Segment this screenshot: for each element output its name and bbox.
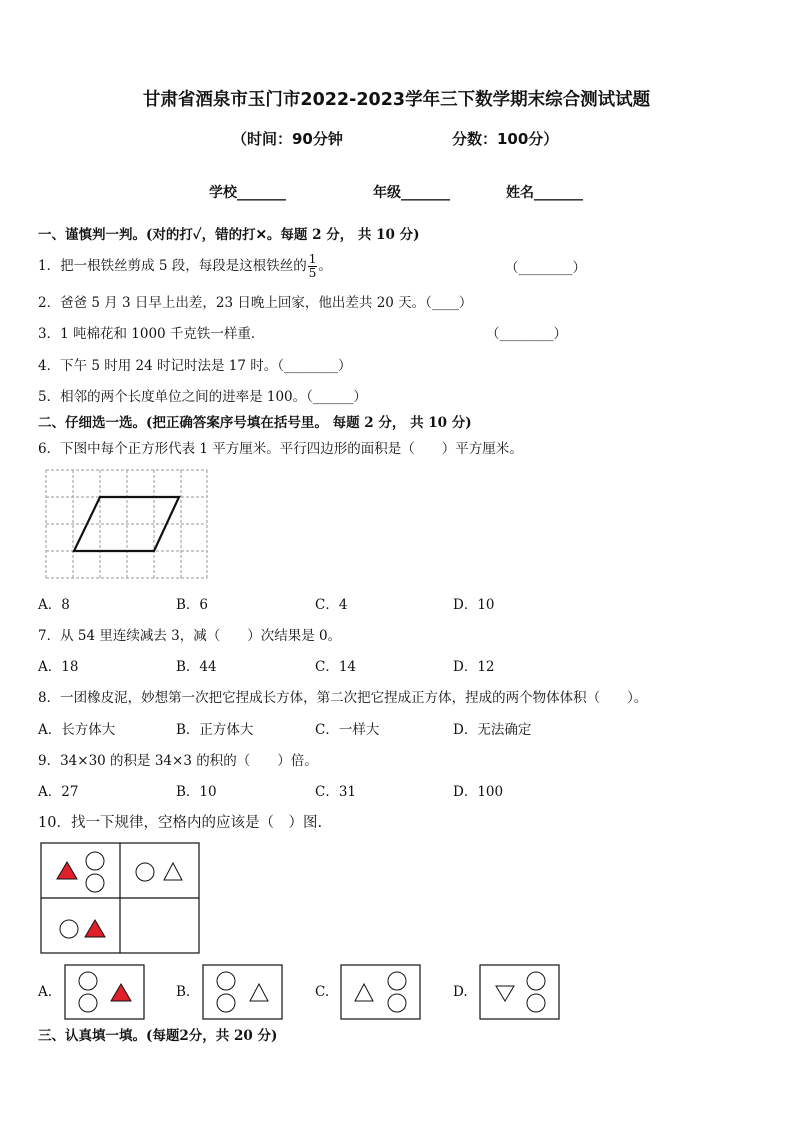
q10-option-b-label[interactable]: B. — [176, 984, 191, 1000]
pattern-grid-figure — [40, 842, 201, 954]
circle-icon — [217, 972, 235, 990]
q10-option-d-label[interactable]: D. — [453, 984, 468, 1000]
question-8: 8．一团橡皮泥，妙想第一次把它捏成长方体，第二次把它捏成正方体，捏成的两个物体体积（ ）。 — [38, 690, 648, 706]
section2-heading: 二、仔细选一选。(把正确答案序号填在括号里。 每题 2 分， 共 10 分) — [38, 415, 472, 431]
exam-time: （时间：90分钟 — [232, 130, 343, 148]
circle-icon — [136, 863, 154, 881]
q7-option-b[interactable]: B．44 — [176, 659, 217, 675]
school-field[interactable]: 学校_______ — [209, 185, 286, 201]
q9-option-c[interactable]: C．31 — [315, 784, 357, 800]
grade-field[interactable]: 年级_______ — [373, 185, 450, 201]
circle-icon — [79, 994, 97, 1012]
section1-heading: 一、谨慎判一判。(对的打✓，错的打✕。每题 2 分， 共 10 分) — [38, 227, 420, 243]
circle-icon — [527, 994, 545, 1012]
red-triangle-icon — [85, 920, 105, 937]
fraction-one-fifth — [308, 253, 318, 280]
q10-option-b-figure[interactable] — [202, 964, 284, 1021]
circle-icon — [388, 994, 406, 1012]
q10-option-c-figure[interactable] — [340, 964, 422, 1021]
triangle-icon — [355, 984, 373, 1001]
fraction-denominator: 5 — [308, 266, 317, 280]
circle-icon — [86, 852, 104, 870]
q9-option-a[interactable]: A．27 — [38, 784, 79, 800]
grid-lines — [46, 470, 207, 578]
question-9: 9．34×30 的积是 34×3 的积的（ ）倍。 — [38, 753, 318, 769]
triangle-icon — [250, 984, 268, 1001]
circle-icon — [86, 874, 104, 892]
q8-option-c[interactable]: C．一样大 — [315, 722, 380, 738]
q8-option-d[interactable]: D．无法确定 — [453, 722, 532, 738]
q9-option-b[interactable]: B．10 — [176, 784, 217, 800]
q8-option-a[interactable]: A．长方体大 — [38, 722, 116, 738]
q6-option-a[interactable]: A．8 — [38, 597, 70, 613]
q7-option-a[interactable]: A．18 — [38, 659, 79, 675]
question-2: 2．爸爸 5 月 3 日早上出差，23 日晚上回家，他出差共 20 天。（____） — [38, 295, 473, 311]
inverted-triangle-icon — [496, 986, 514, 1001]
q8-option-b[interactable]: B．正方体大 — [176, 722, 254, 738]
q7-option-c[interactable]: C．14 — [315, 659, 357, 675]
question-3: 3．1 吨棉花和 1000 千克铁一样重． — [38, 326, 265, 342]
q6-option-c[interactable]: C．4 — [315, 597, 348, 613]
question-4: 4．下午 5 时用 24 时记时法是 17 时。（________） — [38, 358, 352, 374]
q6-option-d[interactable]: D．10 — [453, 597, 495, 613]
question-7: 7．从 54 里连续减去 3，减（ ）次结果是 0。 — [38, 628, 342, 644]
q10-option-c-label[interactable]: C. — [315, 984, 330, 1000]
q6-option-b[interactable]: B．6 — [176, 597, 209, 613]
fraction-numerator: 1 — [308, 252, 317, 266]
circle-icon — [217, 994, 235, 1012]
q7-option-d[interactable]: D．12 — [453, 659, 495, 675]
exam-score: 分数：100分） — [452, 130, 559, 148]
q10-option-a-figure[interactable] — [64, 964, 146, 1021]
page-title: 甘肃省酒泉市玉门市2022-2023学年三下数学期末综合测试试题 — [142, 90, 651, 110]
question-5: 5．相邻的两个长度单位之间的进率是 100。（______） — [38, 389, 367, 405]
circle-icon — [79, 972, 97, 990]
parallelogram-grid-figure — [44, 468, 210, 580]
triangle-icon — [164, 863, 182, 880]
q9-option-d[interactable]: D．100 — [453, 784, 504, 800]
section3-heading: 三、认真填一填。(每题2分，共 20 分) — [38, 1028, 278, 1044]
question-1-text: 1．把一根铁丝剪成 5 段，每段是这根铁丝的 — [38, 258, 307, 274]
question-1-tail: 。 — [318, 258, 332, 274]
question-6: 6．下图中每个正方形代表 1 平方厘米。平行四边形的面积是（ ）平方厘米。 — [38, 441, 523, 457]
question-1 — [38, 253, 332, 280]
question-3-answer-blank[interactable]: （________） — [486, 326, 567, 342]
q10-option-d-figure[interactable] — [479, 964, 561, 1021]
red-triangle-icon — [111, 984, 131, 1001]
circle-icon — [527, 972, 545, 990]
name-field[interactable]: 姓名_______ — [506, 185, 583, 201]
circle-icon — [60, 920, 78, 938]
question-1-answer-blank[interactable]: （________） — [505, 260, 586, 276]
red-triangle-icon — [57, 862, 77, 879]
question-10: 10．找一下规律，空格内的应该是（ ）图. — [38, 815, 323, 831]
q10-option-a-label[interactable]: A. — [38, 984, 53, 1000]
circle-icon — [388, 972, 406, 990]
